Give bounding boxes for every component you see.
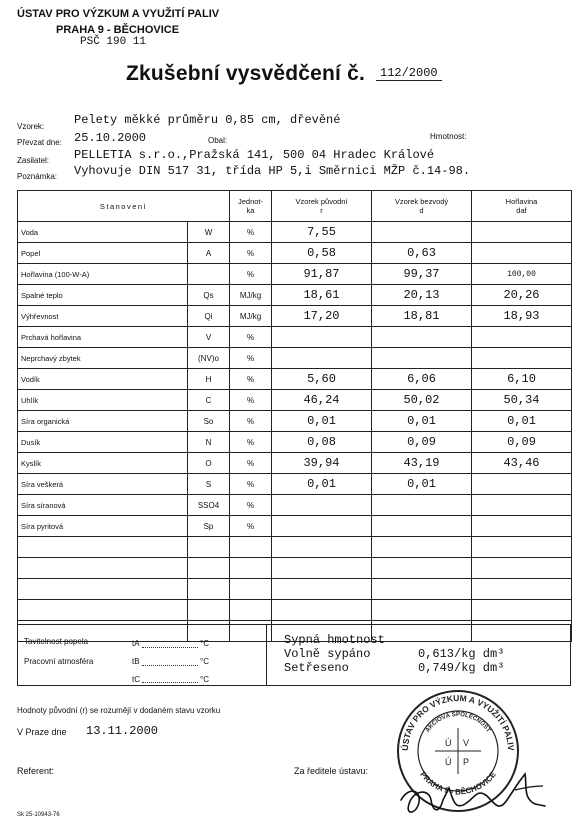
volne-sypano-label: Volně sypáno: [284, 647, 371, 661]
row-value-daf-cell: 20,26: [472, 285, 572, 306]
row-value-daf-cell: [472, 516, 572, 537]
row-value-r-cell: 18,61: [272, 285, 372, 306]
stamp-bottom-text: PRAHA 9 - BĚCHOVICE: [418, 770, 498, 797]
obal-label: Obal:: [208, 136, 228, 145]
row-name-cell: Síra pyritová: [18, 516, 188, 537]
referent-label: Referent:: [17, 766, 55, 776]
row-symbol-cell: C: [188, 390, 230, 411]
row-value-daf-cell: 50,34: [472, 390, 572, 411]
header-bezvody: Vzorek bezvodý d: [372, 191, 472, 222]
row-value-d-cell: [372, 516, 472, 537]
results-table: [17, 190, 572, 642]
row-value-d-cell: [372, 495, 472, 516]
table-row: [18, 411, 572, 432]
row-name-cell: Kyslík: [18, 453, 188, 474]
poznamka-label: Poznámka:: [17, 172, 58, 181]
row-unit-cell: %: [230, 222, 272, 243]
row-name-cell: Síra organická: [18, 411, 188, 432]
row-name-cell: Prchavá hořlavina: [18, 327, 188, 348]
tb-unit: °C: [200, 657, 209, 666]
row-unit-cell: %: [230, 516, 272, 537]
svg-text:Ú: Ú: [445, 738, 452, 748]
zasilatel-value: PELLETIA s.r.o.,Pražská 141, 500 04 Hradec Králové: [74, 148, 435, 162]
row-value-daf-cell: 43,46: [472, 453, 572, 474]
table-row: [18, 264, 572, 285]
row-name-cell: Hořlavina (100-W-A): [18, 264, 188, 285]
row-name-cell: Voda: [18, 222, 188, 243]
table-row: [18, 558, 572, 579]
tc-line: [142, 682, 198, 683]
row-symbol-cell: Qs: [188, 285, 230, 306]
row-symbol-cell: A: [188, 243, 230, 264]
v-praze-label: V Praze dne: [17, 727, 67, 737]
row-value-r-cell: [272, 600, 372, 621]
table-row: [18, 285, 572, 306]
row-unit-cell: %: [230, 348, 272, 369]
row-symbol-cell: [188, 264, 230, 285]
header-jednotka: Jednot-ka: [230, 191, 272, 222]
row-unit-cell: [230, 558, 272, 579]
row-name-cell: Dusík: [18, 432, 188, 453]
header-horlavina: Hořlavina daf: [472, 191, 572, 222]
row-unit-cell: %: [230, 369, 272, 390]
row-symbol-cell: So: [188, 411, 230, 432]
row-name-cell: Uhlík: [18, 390, 188, 411]
row-value-r-cell: 0,01: [272, 411, 372, 432]
row-name-cell: Síra síranová: [18, 495, 188, 516]
table-row: [18, 495, 572, 516]
table-row: [18, 600, 572, 621]
row-value-r-cell: [272, 516, 372, 537]
row-value-daf-cell: [472, 474, 572, 495]
row-value-d-cell: [372, 579, 472, 600]
institute-psc: PSČ 190 11: [80, 36, 147, 48]
vzorek-value: Pelety měkké průměru 0,85 cm, dřevěné: [74, 113, 341, 127]
row-value-d-cell: [372, 600, 472, 621]
table-row: [18, 369, 572, 390]
row-unit-cell: [230, 537, 272, 558]
page-title: Zkušební vysvědčení č.: [126, 62, 366, 85]
volne-sypano-value: 0,613/kg dm³: [418, 647, 505, 661]
row-value-daf-cell: 100,00: [472, 264, 572, 285]
row-unit-cell: %: [230, 453, 272, 474]
prevzat-label: Převzat dne:: [17, 138, 62, 147]
row-value-daf-cell: [472, 348, 572, 369]
setreseno-label: Setřeseno: [284, 661, 349, 675]
row-value-r-cell: [272, 558, 372, 579]
row-value-daf-cell: 0,01: [472, 411, 572, 432]
row-name-cell: Popel: [18, 243, 188, 264]
row-value-daf-cell: 18,93: [472, 306, 572, 327]
bottom-info-box: [17, 624, 571, 686]
row-name-cell: [18, 558, 188, 579]
row-name-cell: Výhřevnost: [18, 306, 188, 327]
row-value-daf-cell: [472, 600, 572, 621]
vzorek-label: Vzorek:: [17, 122, 45, 131]
poznamka-value: Vyhovuje DIN 517 31, třída HP 5,i Směrnici MŽP č.14-98.: [74, 164, 471, 178]
institute-city: PRAHA 9 - BĚCHOVICE: [56, 24, 180, 36]
row-value-r-cell: [272, 579, 372, 600]
row-value-r-cell: 5,60: [272, 369, 372, 390]
row-symbol-cell: (NV)o: [188, 348, 230, 369]
row-value-r-cell: 17,20: [272, 306, 372, 327]
row-unit-cell: %: [230, 495, 272, 516]
row-symbol-cell: [188, 558, 230, 579]
row-name-cell: Spalné teplo: [18, 285, 188, 306]
row-symbol-cell: [188, 579, 230, 600]
tc-label: tC: [132, 675, 140, 684]
row-unit-cell: %: [230, 390, 272, 411]
row-value-d-cell: 43,19: [372, 453, 472, 474]
row-value-d-cell: [372, 348, 472, 369]
institute-name: ÚSTAV PRO VÝZKUM A VYUŽITÍ PALIV: [17, 8, 220, 20]
row-value-d-cell: [372, 222, 472, 243]
row-value-r-cell: [272, 327, 372, 348]
svg-text:Ú: Ú: [445, 757, 452, 767]
row-symbol-cell: Qi: [188, 306, 230, 327]
row-symbol-cell: SSO4: [188, 495, 230, 516]
row-value-d-cell: [372, 537, 472, 558]
row-unit-cell: [230, 579, 272, 600]
row-value-daf-cell: [472, 243, 572, 264]
row-symbol-cell: [188, 537, 230, 558]
stamp-inner-text: AKCIOVÁ SPOLEČNOST: [424, 711, 492, 734]
row-unit-cell: MJ/kg: [230, 285, 272, 306]
stamp-top-text: ÚSTAV PRO VÝZKUM A VYUŽITÍ PALIV: [399, 692, 517, 751]
table-row: [18, 327, 572, 348]
row-value-d-cell: 6,06: [372, 369, 472, 390]
row-value-r-cell: 91,87: [272, 264, 372, 285]
ta-unit: °C: [200, 639, 209, 648]
row-value-daf-cell: [472, 495, 572, 516]
prevzat-value: 25.10.2000: [74, 131, 147, 145]
row-name-cell: Vodík: [18, 369, 188, 390]
row-value-r-cell: [272, 348, 372, 369]
row-unit-cell: %: [230, 327, 272, 348]
table-row: [18, 474, 572, 495]
form-code: Sk 25-10943-76: [17, 812, 60, 818]
table-row: [18, 390, 572, 411]
table-row: [18, 453, 572, 474]
row-value-daf-cell: [472, 537, 572, 558]
bottom-divider: [266, 625, 267, 685]
fusibility-label: Tavitelnost popela: [24, 637, 89, 646]
sypna-hmotnost-label: Sypná hmotnost: [284, 633, 385, 647]
svg-text:V: V: [463, 738, 470, 748]
row-value-d-cell: 99,37: [372, 264, 472, 285]
table-row: [18, 516, 572, 537]
row-value-r-cell: [272, 495, 372, 516]
row-unit-cell: %: [230, 474, 272, 495]
tb-line: [142, 665, 198, 666]
table-row: [18, 537, 572, 558]
row-value-r-cell: 7,55: [272, 222, 372, 243]
row-value-d-cell: 0,01: [372, 411, 472, 432]
row-name-cell: Síra veškerá: [18, 474, 188, 495]
certificate-number: 112/2000: [376, 66, 442, 81]
tc-unit: °C: [200, 675, 209, 684]
row-value-r-cell: [272, 537, 372, 558]
table-row: [18, 579, 572, 600]
signature-icon: [395, 760, 555, 826]
row-unit-cell: MJ/kg: [230, 306, 272, 327]
row-value-daf-cell: 6,10: [472, 369, 572, 390]
svg-text:P: P: [463, 757, 470, 767]
row-symbol-cell: [188, 600, 230, 621]
row-unit-cell: %: [230, 243, 272, 264]
row-unit-cell: %: [230, 411, 272, 432]
table-row: [18, 348, 572, 369]
row-value-daf-cell: [472, 558, 572, 579]
row-value-daf-cell: [472, 327, 572, 348]
row-name-cell: Neprchavý zbytek: [18, 348, 188, 369]
row-value-r-cell: 0,58: [272, 243, 372, 264]
row-value-d-cell: 20,13: [372, 285, 472, 306]
row-symbol-cell: Sp: [188, 516, 230, 537]
tb-label: tB: [132, 657, 140, 666]
setreseno-value: 0,749/kg dm³: [418, 661, 505, 675]
zasilatel-label: Zasilatel:: [17, 156, 50, 165]
row-symbol-cell: H: [188, 369, 230, 390]
row-symbol-cell: S: [188, 474, 230, 495]
row-value-d-cell: [372, 558, 472, 579]
table-row: [18, 243, 572, 264]
row-value-r-cell: 46,24: [272, 390, 372, 411]
row-value-r-cell: 0,08: [272, 432, 372, 453]
row-value-daf-cell: [472, 222, 572, 243]
row-symbol-cell: O: [188, 453, 230, 474]
row-value-daf-cell: [472, 579, 572, 600]
hmotnost-label: Hmotnost:: [430, 132, 467, 141]
footer-note: Hodnoty původní (r) se rozumějí v dodaném stavu vzorku: [17, 706, 221, 715]
row-value-d-cell: 0,63: [372, 243, 472, 264]
row-name-cell: [18, 537, 188, 558]
atmosphere-label: Pracovní atmosféra: [24, 657, 94, 666]
row-symbol-cell: V: [188, 327, 230, 348]
row-value-d-cell: 18,81: [372, 306, 472, 327]
row-unit-cell: %: [230, 264, 272, 285]
row-symbol-cell: N: [188, 432, 230, 453]
header-puvodni: Vzorek původní r: [272, 191, 372, 222]
row-unit-cell: %: [230, 432, 272, 453]
row-name-cell: [18, 600, 188, 621]
row-value-r-cell: 39,94: [272, 453, 372, 474]
row-value-d-cell: 0,09: [372, 432, 472, 453]
row-unit-cell: [230, 600, 272, 621]
row-value-daf-cell: 0,09: [472, 432, 572, 453]
row-value-r-cell: 0,01: [272, 474, 372, 495]
issue-date: 13.11.2000: [86, 724, 159, 738]
table-header-row: [18, 191, 572, 222]
row-name-cell: [18, 579, 188, 600]
row-value-d-cell: [372, 327, 472, 348]
ta-label: tA: [132, 639, 140, 648]
table-row: [18, 222, 572, 243]
row-value-d-cell: 0,01: [372, 474, 472, 495]
table-row: [18, 306, 572, 327]
ta-line: [142, 647, 198, 648]
reditel-label: Za ředitele ústavu:: [294, 766, 369, 776]
row-value-d-cell: 50,02: [372, 390, 472, 411]
row-symbol-cell: W: [188, 222, 230, 243]
header-stanoveni: Stanovení: [18, 191, 230, 222]
table-row: [18, 432, 572, 453]
